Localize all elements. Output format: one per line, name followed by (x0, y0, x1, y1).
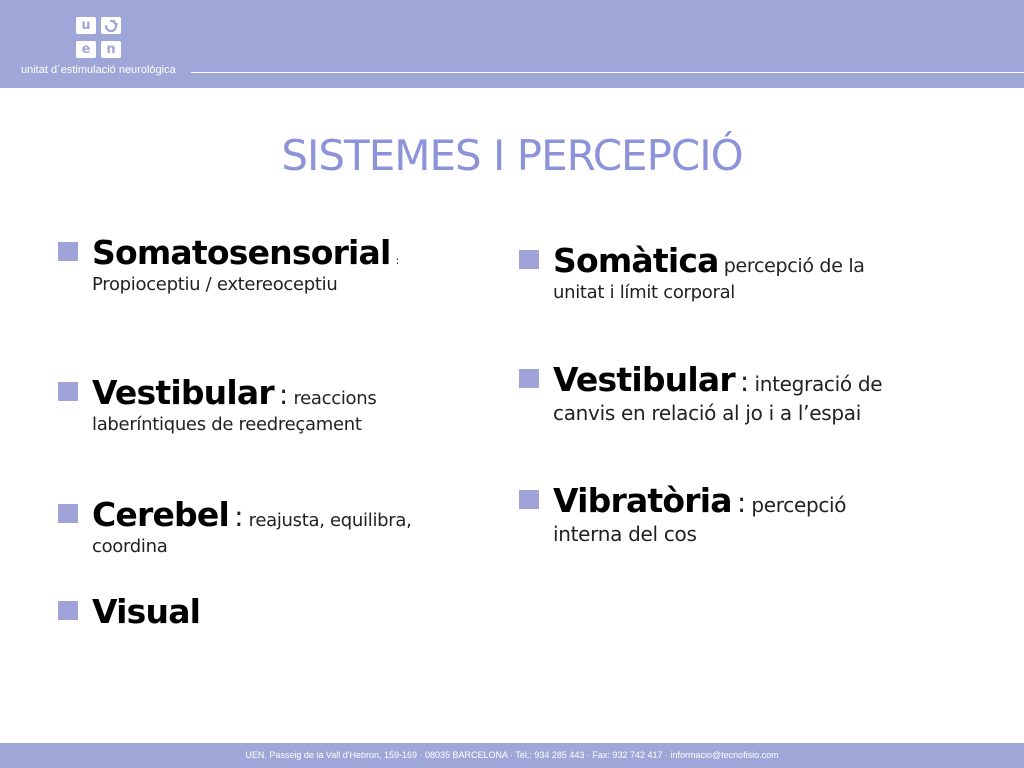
bullet-heading: Somatosensorial (92, 233, 391, 272)
square-bullet-icon (519, 369, 539, 388)
bullet-detail: percepció (751, 493, 847, 517)
square-bullet-icon (58, 382, 78, 401)
square-bullet-icon (58, 601, 78, 620)
bullet-detail-line2: interna del cos (553, 522, 697, 546)
swirl-icon (101, 17, 121, 34)
bullet-text (92, 495, 452, 557)
bullet-text (92, 592, 452, 631)
bullet-heading: Vestibular (92, 373, 274, 412)
square-bullet-icon (519, 250, 539, 269)
bullet-heading: Vestibular (553, 360, 735, 399)
bullet-text (553, 360, 973, 425)
slide-title: SISTEMES I PERCEPCIÓ (281, 131, 743, 180)
bullet-detail-line2: Propioceptiu / extereoceptiu (92, 274, 338, 295)
bullet-separator: : (736, 486, 747, 519)
bullet-detail-line2: coordina (92, 536, 168, 557)
square-bullet-icon (519, 490, 539, 509)
bullet-text (92, 373, 452, 435)
footer-contact-text: UEN. Passeig de la Vall d'Hebron, 159-169 · 08035 BARCELONA · Tel.: 934 285 443 · Fax: 932 742 417 · informacio@tecnofisio.com (245, 750, 779, 760)
uen-logo (73, 14, 125, 62)
header-divider (191, 72, 1024, 73)
bullet-separator: : (234, 500, 244, 533)
bullet-detail-line2: canvis en relació al jo i a l’espai (553, 401, 861, 425)
bullet-detail: reajusta, equilibra, (248, 510, 412, 531)
bullet-detail: integració de (754, 372, 883, 396)
bullet-heading: Somàtica (553, 241, 719, 280)
square-bullet-icon (58, 504, 78, 523)
logo-tile-swirl-icon (101, 17, 121, 34)
logo-tile-e: e (76, 41, 96, 58)
bullet-heading: Visual (92, 592, 201, 631)
square-bullet-icon (58, 242, 78, 261)
bullet-separator: : (395, 254, 400, 267)
bullet-separator: : (739, 365, 750, 398)
bullet-heading: Vibratòria (553, 481, 732, 520)
logo-caption: unitat d´estimulació neurològica (21, 64, 176, 76)
bullet-detail-line2: unitat i límit corporal (553, 282, 736, 303)
bullet-detail: reaccions (293, 388, 377, 409)
header-band (0, 0, 1024, 88)
bullet-heading: Cerebel (92, 495, 229, 534)
footer-band (0, 743, 1024, 768)
bullet-detail: percepció de la (723, 255, 865, 277)
bullet-detail-line2: laberíntiques de reedreçament (92, 414, 362, 435)
bullet-text (92, 233, 452, 295)
bullet-separator: : (278, 378, 289, 411)
logo-tile-n: n (101, 41, 121, 58)
logo-tile-u: u (76, 17, 96, 34)
bullet-text (553, 481, 973, 546)
bullet-text (553, 241, 953, 303)
